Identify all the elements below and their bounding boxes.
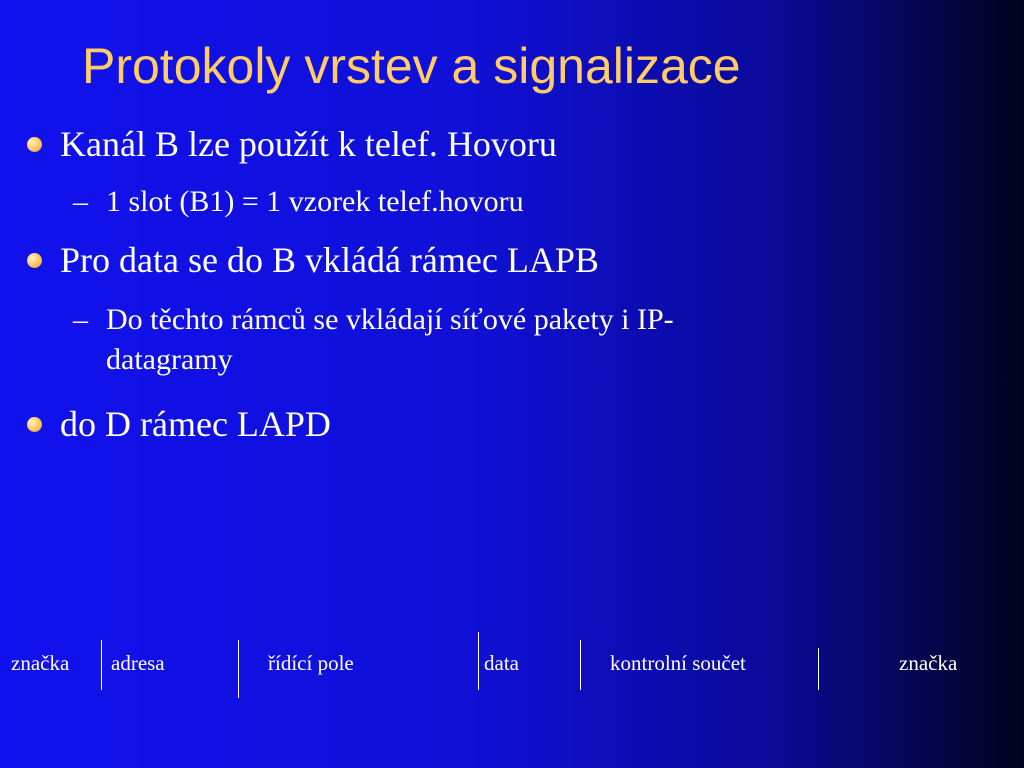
bullet-dot-icon <box>27 417 42 432</box>
sub-item-line-2: datagramy <box>106 343 233 376</box>
frame-field-checksum: kontrolní součet <box>610 651 746 675</box>
frame-separator <box>238 640 239 698</box>
frame-field-flag-end: značka <box>899 651 958 675</box>
bullet-item-3 <box>60 404 331 444</box>
frame-field-flag-start: značka <box>11 651 70 675</box>
frame-field-address: adresa <box>111 651 165 675</box>
bullet-dot-icon <box>27 253 42 268</box>
frame-separator <box>101 640 102 690</box>
bullet-text: Kanál B lze použít k telef. Hovoru <box>60 124 557 164</box>
slide-title: Protokoly vrstev a signalizace <box>82 38 741 94</box>
dash-icon: – <box>73 185 88 218</box>
frame-field-data: data <box>484 651 519 675</box>
bullet-item-1 <box>60 124 557 164</box>
frame-separator <box>580 640 581 690</box>
sub-item-1 <box>73 182 524 222</box>
bullet-item-2 <box>60 240 599 280</box>
sub-item-line-1: Do těchto rámců se vkládají síťové pakety i IP- <box>106 303 674 336</box>
bullet-dot-icon <box>27 137 42 152</box>
sub-item-text: 1 slot (B1) = 1 vzorek telef.hovoru <box>106 185 524 218</box>
frame-field-control: řídící pole <box>268 651 354 675</box>
sub-item-2 <box>73 300 674 380</box>
bullet-text: Pro data se do B vkládá rámec LAPB <box>60 240 599 280</box>
dash-icon: – <box>73 303 88 336</box>
frame-separator <box>818 648 819 690</box>
bullet-text: do D rámec LAPD <box>60 404 331 444</box>
frame-separator <box>478 632 479 690</box>
